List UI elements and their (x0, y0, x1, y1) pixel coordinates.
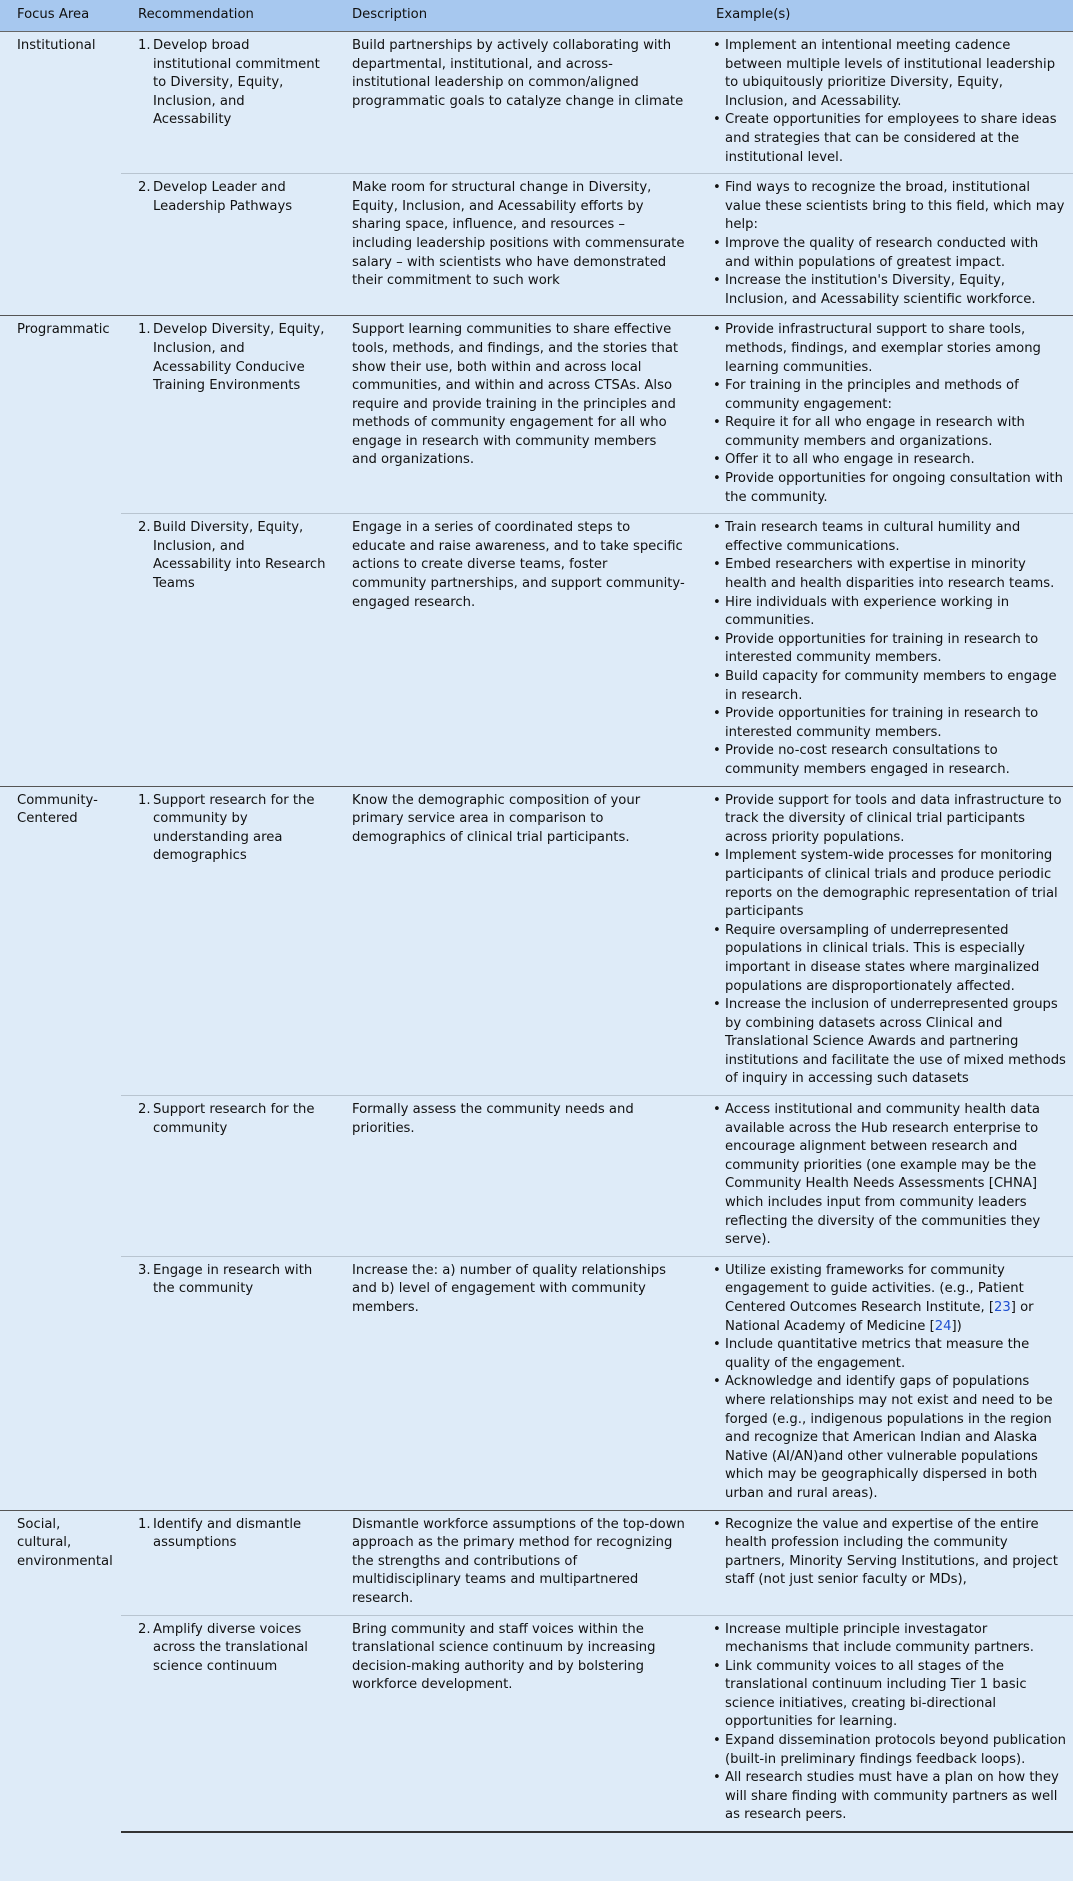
examples-cell (699, 1256, 1073, 1510)
recommendation-number: 2. (138, 1102, 151, 1118)
list-item: • Increase the inclusion of underrepresented groups by combining datasets across Clinical and Translational Science Awards and partnering institutions and facilitate the use of mixed methods of inquiry in accessing such datasets (713, 996, 1067, 1089)
header-description: Description (335, 0, 699, 32)
reference-link[interactable]: 23 (994, 1300, 1011, 1315)
recommendation-text: Develop Leader and Leadership Pathways (153, 180, 293, 214)
recommendation-text: Build Diversity, Equity, Inclusion, and Acessability into Research Teams (153, 520, 326, 592)
table-row (0, 174, 1073, 316)
list-item: • Provide support for tools and data infrastructure to track the diversity of clinical trial participants across priority populations. (713, 792, 1067, 848)
table-row (0, 1510, 1073, 1615)
list-item: • Expand dissemination protocols beyond publication (built-in preliminary findings feedback loops). (713, 1732, 1067, 1769)
list-item: • Embed researchers with expertise in minority health and health disparities into research teams. (713, 556, 1067, 593)
recommendation-cell (121, 514, 335, 786)
header-examples: Example(s) (699, 0, 1073, 32)
table-row (0, 32, 1073, 174)
header-focus-area: Focus Area (0, 0, 121, 32)
examples-cell (699, 1096, 1073, 1257)
examples-cell (699, 514, 1073, 786)
list-item: • Improve the quality of research conducted with and within populations of greatest impact. (713, 235, 1067, 272)
list-item: • Require oversampling of underrepresented populations in clinical trials. This is especially important in disease states where marginalized populations are disproportionately affected. (713, 922, 1067, 996)
recommendation-number: 2. (138, 180, 151, 196)
recommendation-number: 2. (138, 1621, 151, 1637)
recommendation-text: Amplify diverse voices across the translational science continuum (153, 1621, 308, 1674)
focus-area-cell: Community-Centered (0, 786, 121, 1510)
list-item: • Provide opportunities for training in research to interested community members. (713, 705, 1067, 742)
recommendation-text: Identify and dismantle assumptions (153, 1516, 302, 1551)
list-item: • Access institutional and community health data available across the Hub research enterprise to encourage alignment between research and community priorities (one example may be the Community Health Needs Assessments [CHNA] which includes input from community leaders reflecting the diversity of the communities they serve). (713, 1101, 1067, 1250)
list-item: • Hire individuals with experience working in communities. (713, 594, 1067, 631)
examples-cell (699, 786, 1073, 1096)
description-cell: Increase the: a) number of quality relationships and b) level of engagement with community members. (335, 1256, 699, 1510)
list-item: • Find ways to recognize the broad, institutional value these scientists bring to this field, which may help: (713, 179, 1067, 235)
examples-cell (699, 1510, 1073, 1615)
header-recommendation: Recommendation (121, 0, 335, 32)
recommendation-text: Support research for the community (153, 1102, 315, 1136)
list-item (713, 1262, 1067, 1336)
list-item: • Implement system-wide processes for monitoring participants of clinical trials and produce periodic reports on the demographic representation of trial participants (713, 847, 1067, 921)
recommendation-cell (121, 316, 335, 514)
list-item: • Acknowledge and identify gaps of populations where relationships may not exist and need to be forged (e.g., indigenous populations in the region and recognize that American Indian and Alaska Native (AI/AN)and other vulnerable populations which may be geographically dispersed in both urban and rural areas). (713, 1373, 1067, 1503)
recommendation-cell (121, 786, 335, 1096)
description-cell: Formally assess the community needs and priorities. (335, 1096, 699, 1257)
description-cell: Support learning communities to share effective tools, methods, and findings, and the stories that show their use, both within and across local communities, and within and across CTSAs. Also require and provide training in the principles and methods of community engagement for all who engage in research with community members and organizations. (335, 316, 699, 514)
list-item: • Provide opportunities for ongoing consultation with the community. (713, 470, 1067, 507)
list-item: • Offer it to all who engage in research. (713, 451, 1067, 470)
description-cell: Know the demographic composition of your primary service area in comparison to demographics of clinical trial participants. (335, 786, 699, 1096)
examples-cell (699, 174, 1073, 316)
recommendation-cell (121, 1615, 335, 1832)
recommendation-text: Engage in research with the community (153, 1262, 313, 1297)
recommendation-cell (121, 174, 335, 316)
focus-area-cell: Programmatic (0, 316, 121, 786)
description-cell: Bring community and staff voices within the translational science continuum by increasing decision-making authority and by bolstering workforce development. (335, 1615, 699, 1832)
list-item: • Link community voices to all stages of the translational continuum including Tier 1 basic science initiatives, creating bi-directional opportunities for learning. (713, 1658, 1067, 1732)
list-item: • Provide infrastructural support to share tools, methods, findings, and exemplar stories among learning communities. (713, 321, 1067, 377)
reference-link[interactable]: 24 (934, 1318, 952, 1334)
recommendation-number: 1. (138, 792, 151, 808)
list-item: • All research studies must have a plan on how they will share finding with community partners as well as research peers. (713, 1769, 1067, 1825)
table-row (0, 1096, 1073, 1257)
recommendation-text: Support research for the community by understanding area demographics (153, 792, 315, 864)
recommendation-text: Develop broad institutional commitment to Diversity, Equity, Inclusion, and Acessability (153, 38, 320, 128)
description-cell: Dismantle workforce assumptions of the top-down approach as the primary method for recognizing the strengths and contributions of multidisciplinary teams and multipartnered research. (335, 1510, 699, 1615)
list-item: • Increase the institution's Diversity, Equity, Inclusion, and Acessability scientific workforce. (713, 272, 1067, 309)
recommendation-cell (121, 1256, 335, 1510)
description-cell: Make room for structural change in Diversity, Equity, Inclusion, and Acessability efforts by sharing space, influence, and resources – including leadership positions with commensurate salary – with scientists who have demonstrated their commitment to such work (335, 174, 699, 316)
recommendation-number: 3. (138, 1262, 151, 1278)
recommendation-number: 1. (138, 38, 151, 53)
recommendation-number: 2. (138, 520, 151, 536)
recommendation-text: Develop Diversity, Equity, Inclusion, and Acessability Conducive Training Environments (153, 322, 325, 394)
list-item: • Include quantitative metrics that measure the quality of the engagement. (713, 1336, 1067, 1373)
example-text: ]) (951, 1318, 962, 1334)
list-item: • Create opportunities for employees to share ideas and strategies that can be considered at the institutional level. (713, 111, 1067, 167)
table-row (0, 1256, 1073, 1510)
recommendation-number: 1. (138, 1516, 151, 1532)
description-cell: Build partnerships by actively collaborating with departmental, institutional, and across-institutional leadership on common/aligned programmatic goals to catalyze change in climate (335, 32, 699, 174)
example-text: ] or National Academy of Medicine [ (725, 1300, 1034, 1334)
table-row (0, 1615, 1073, 1832)
focus-area-cell: Institutional (0, 32, 121, 316)
recommendation-cell (121, 32, 335, 174)
list-item: • Recognize the value and expertise of the entire health profession including the community partners, Minority Serving Institutions, and project staff (not just senior faculty or MDs), (713, 1516, 1067, 1590)
examples-cell (699, 1615, 1073, 1832)
list-item: • Provide opportunities for training in research to interested community members. (713, 631, 1067, 668)
list-item: • Provide no-cost research consultations to community members engaged in research. (713, 742, 1067, 779)
recommendation-number: 1. (138, 322, 151, 338)
list-item: • For training in the principles and methods of community engagement: (713, 377, 1067, 414)
list-item: • Build capacity for community members to engage in research. (713, 668, 1067, 705)
focus-area-cell: Social, cultural, environmental (0, 1510, 121, 1832)
examples-cell (699, 316, 1073, 514)
recommendation-cell (121, 1096, 335, 1257)
description-cell: Engage in a series of coordinated steps to educate and raise awareness, and to take specific actions to create diverse teams, foster community partnerships, and support community-engaged research. (335, 514, 699, 786)
example-text: Utilize existing frameworks for community engagement to guide activities. (e.g., Patient Centered Outcomes Research Institute, [ (725, 1262, 1024, 1315)
header-row (0, 0, 1073, 32)
list-item: • Train research teams in cultural humility and effective communications. (713, 519, 1067, 556)
list-item: • Implement an intentional meeting cadence between multiple levels of institutional leadership to ubiquitously prioritize Diversity, Equity, Inclusion, and Acessability. (713, 37, 1067, 111)
list-item: • Require it for all who engage in research with community members and organizations. (713, 414, 1067, 451)
table-row (0, 786, 1073, 1096)
recommendation-cell (121, 1510, 335, 1615)
table-row (0, 316, 1073, 514)
examples-cell (699, 32, 1073, 174)
table-row (0, 514, 1073, 786)
list-item: • Increase multiple principle investagator mechanisms that include community partners. (713, 1621, 1067, 1658)
